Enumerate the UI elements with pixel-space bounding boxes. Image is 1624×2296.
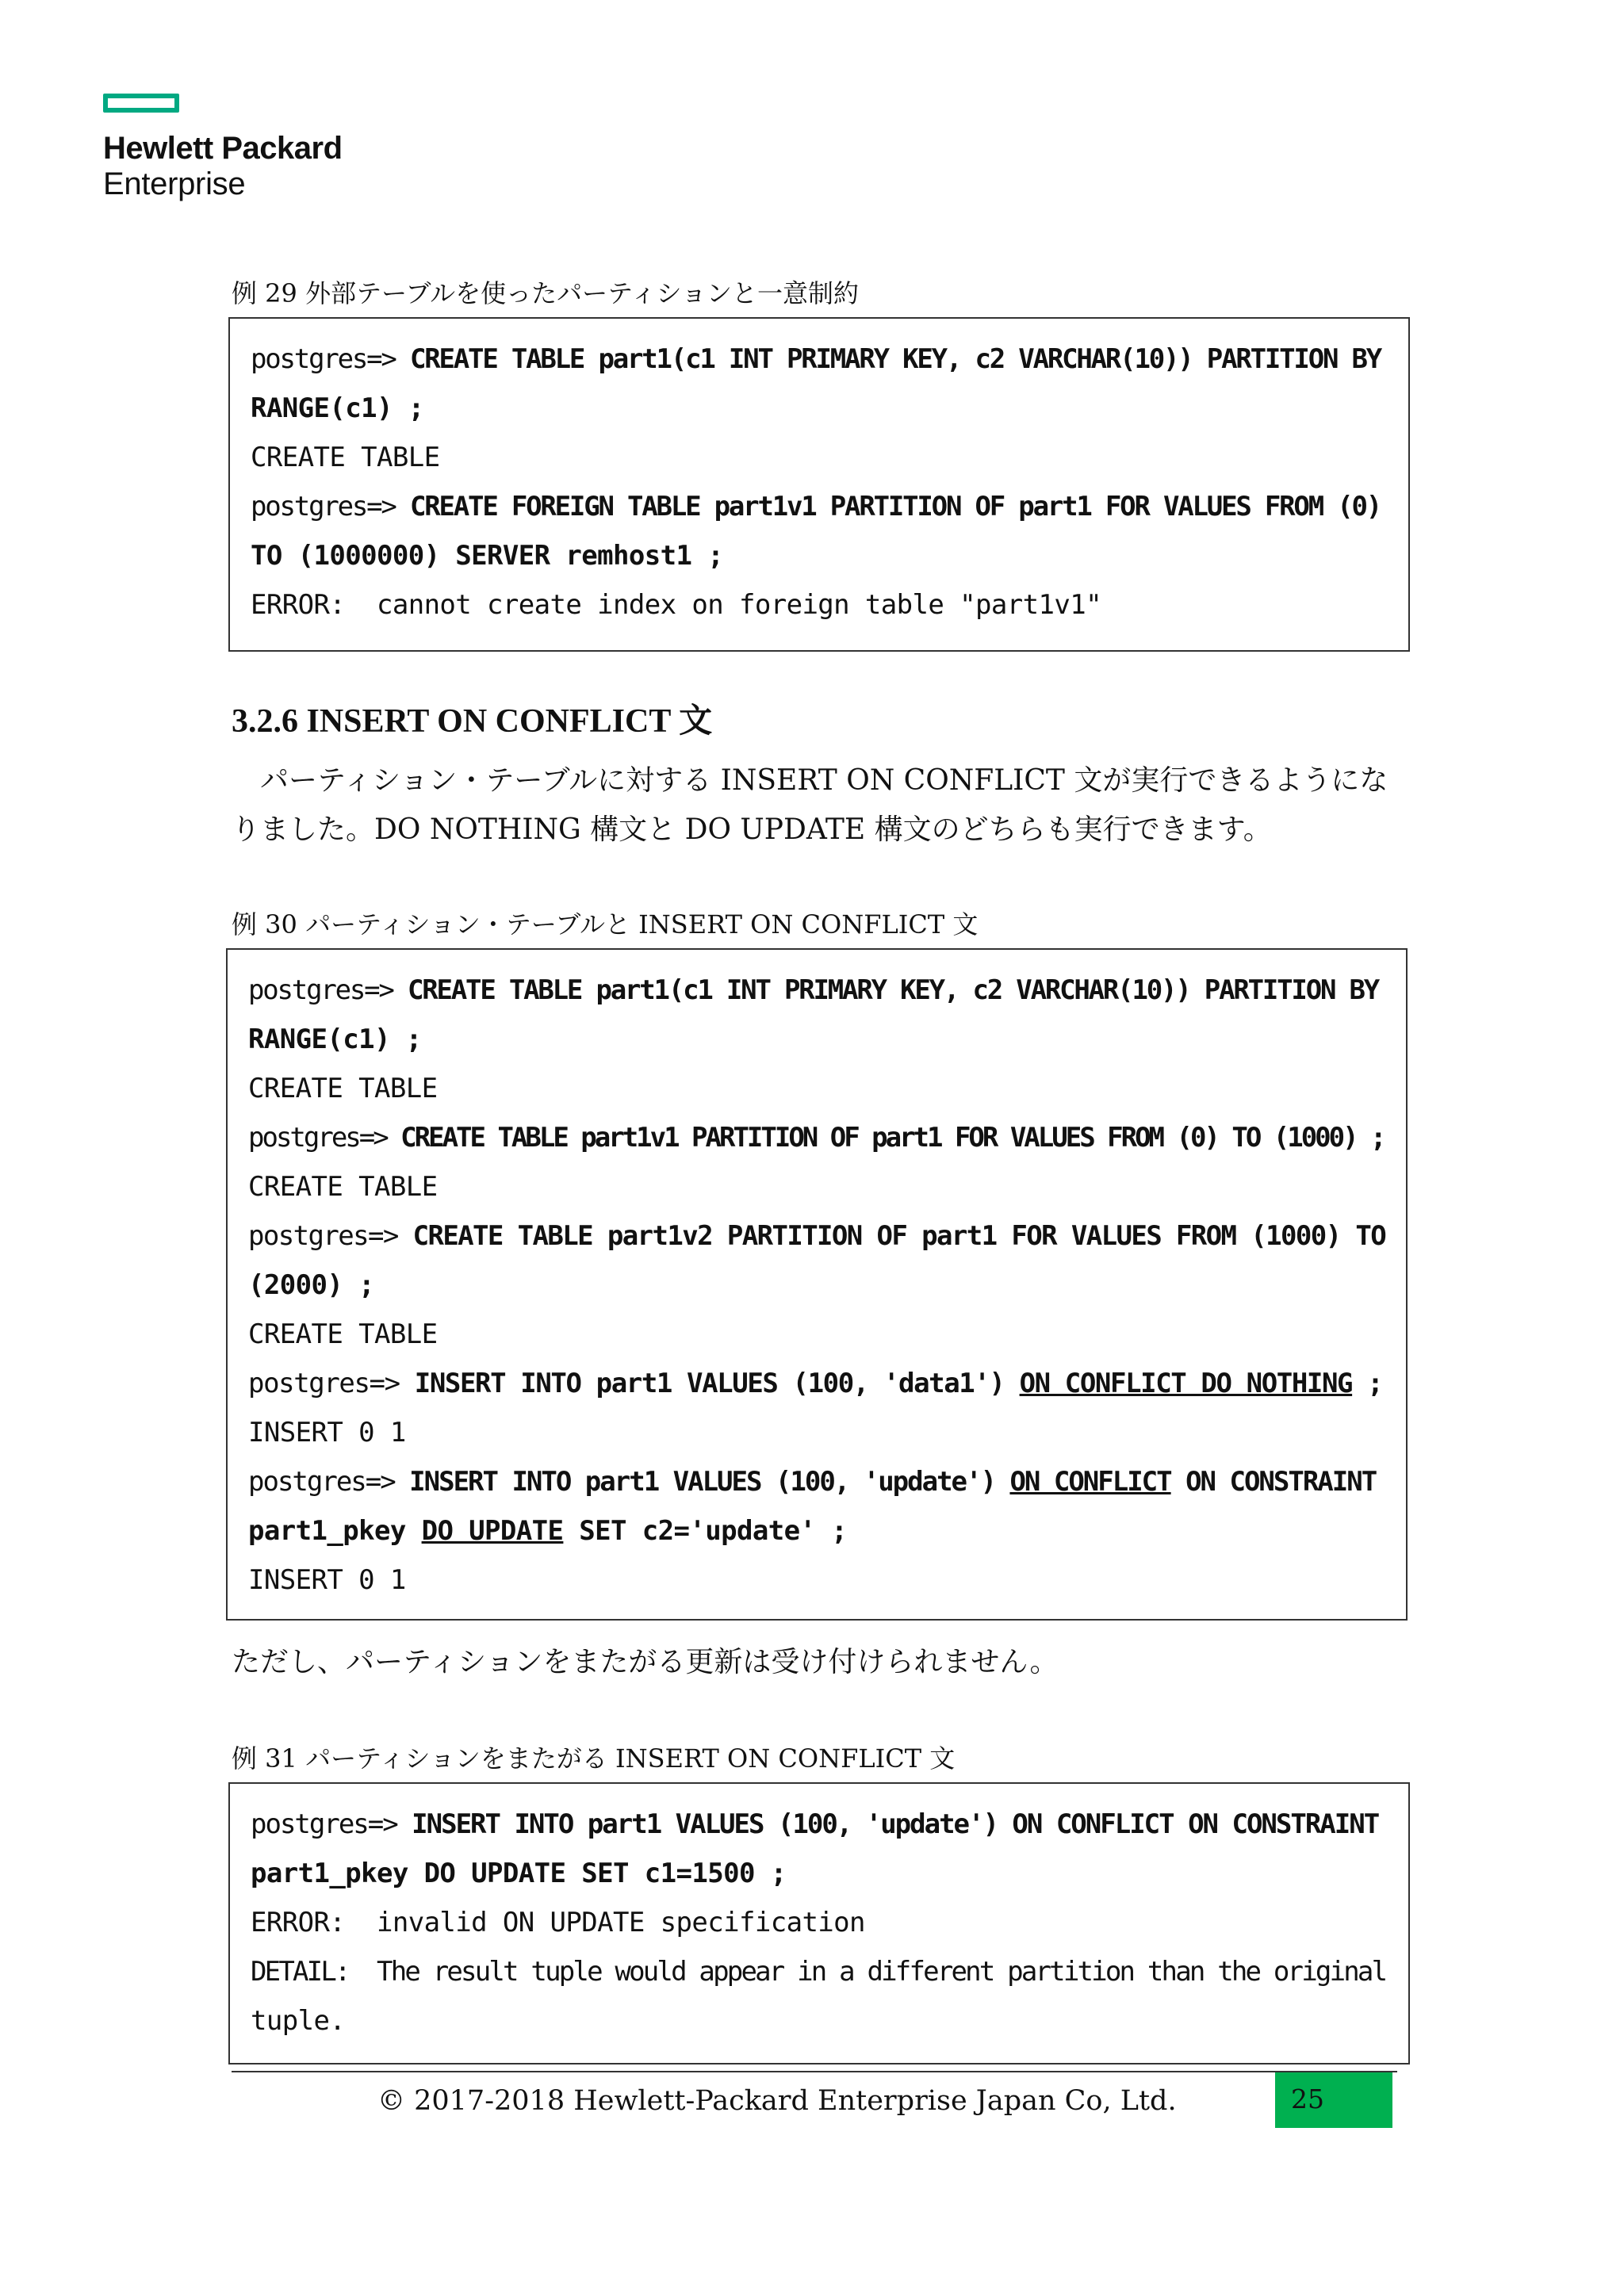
note-paragraph	[232, 1638, 1397, 1687]
code-segment: part1_pkey DO UPDATE SET c1=1500 ;	[251, 1858, 787, 1889]
code-segment: part1_pkey	[248, 1515, 422, 1547]
code-line	[248, 1211, 1385, 1261]
code-segment: INSERT INTO part1 VALUES (100, 'update') ON CONFLICT ON CONSTRAINT	[412, 1808, 1379, 1840]
code-segment: CREATE TABLE	[251, 442, 440, 473]
example-30-caption: 例 30 パーティション・テーブルと INSERT ON CONFLICT 文	[232, 909, 979, 939]
code-line	[248, 1506, 1385, 1556]
code-segment: (2000) ;	[248, 1269, 374, 1301]
code-line	[248, 1261, 1385, 1310]
example-29-code-block	[228, 317, 1410, 652]
paragraph-line: ただし、パーティションをまたがる更新は受け付けられません。	[232, 1646, 1059, 1678]
example-31-caption: 例 31 パーティションをまたがる INSERT ON CONFLICT 文	[232, 1743, 956, 1774]
company-logo	[103, 94, 343, 201]
code-line	[248, 1556, 1385, 1605]
code-segment: INSERT INTO part1 VALUES (100, 'update')	[409, 1466, 1010, 1498]
code-line	[248, 1113, 1385, 1162]
code-line	[251, 482, 1388, 531]
logo-mark-icon	[103, 94, 179, 113]
footer-divider	[232, 2071, 1397, 2072]
code-segment: postgres=>	[248, 1122, 401, 1154]
code-segment: CREATE TABLE part1v1 PARTITION OF part1 FOR VALUES FROM (0) TO (1000) ;	[400, 1122, 1385, 1154]
footer-copyright: © 2017-2018 Hewlett-Packard Enterprise Japan Co, Ltd.	[377, 2085, 1177, 2117]
code-segment: INSERT 0 1	[248, 1417, 406, 1448]
code-line	[248, 1408, 1385, 1457]
code-segment: RANGE(c1) ;	[251, 392, 424, 424]
code-segment: postgres=>	[248, 1368, 415, 1399]
code-line	[251, 1996, 1388, 2045]
page-number: 25	[1291, 2084, 1324, 2114]
code-line	[248, 1457, 1385, 1506]
code-segment: INSERT INTO part1 VALUES (100, 'data1')	[414, 1368, 1020, 1399]
code-segment: tuple.	[251, 2005, 346, 2037]
code-line	[251, 531, 1388, 580]
code-segment: ;	[1352, 1368, 1383, 1399]
code-segment: DO UPDATE	[421, 1515, 564, 1547]
code-line	[251, 433, 1388, 482]
code-segment: CREATE TABLE	[248, 1318, 438, 1350]
example-31-code-block	[228, 1782, 1410, 2064]
code-segment: RANGE(c1) ;	[248, 1024, 422, 1055]
section-heading: 3.2.6 INSERT ON CONFLICT 文	[232, 703, 713, 740]
code-line	[251, 335, 1388, 384]
code-segment: INSERT 0 1	[248, 1564, 406, 1596]
logo-text-line2: Enterprise	[103, 166, 246, 201]
code-line	[248, 1310, 1385, 1359]
code-line	[251, 1800, 1388, 1849]
code-segment: DETAIL: The result tuple would appear in a different partition than the original	[251, 1956, 1386, 1988]
code-segment: postgres=>	[248, 974, 408, 1006]
paragraph-line: パーティション・テーブルに対する INSERT ON CONFLICT 文が実行できるようにな	[232, 764, 1388, 797]
code-line	[251, 1947, 1388, 1996]
paragraph-line: りました。DO NOTHING 構文と DO UPDATE 構文のどちらも実行できます。	[232, 813, 1272, 846]
code-segment: CREATE TABLE part1(c1 INT PRIMARY KEY, c2 VARCHAR(10)) PARTITION BY	[407, 974, 1379, 1006]
code-line	[251, 580, 1388, 629]
code-line	[251, 1898, 1388, 1947]
code-line	[248, 1162, 1385, 1211]
code-line	[248, 1015, 1385, 1064]
code-segment: CREATE TABLE	[248, 1171, 438, 1203]
logo-text-line1: Hewlett Packard	[103, 131, 343, 166]
code-segment: CREATE TABLE	[248, 1073, 438, 1104]
code-segment: CREATE FOREIGN TABLE part1v1 PARTITION OF part1 FOR VALUES FROM (0)	[409, 491, 1381, 522]
code-segment: ON CONFLICT	[1009, 1466, 1171, 1498]
code-line	[251, 1849, 1388, 1898]
code-segment: CREATE TABLE part1(c1 INT PRIMARY KEY, c2 VARCHAR(10)) PARTITION BY	[409, 343, 1381, 375]
code-segment: ERROR: invalid ON UPDATE specification	[251, 1907, 865, 1938]
example-30-code-block	[226, 948, 1408, 1621]
code-segment: postgres=>	[248, 1466, 410, 1498]
code-line	[248, 966, 1385, 1015]
code-segment: SET c2='update' ;	[563, 1515, 848, 1547]
code-segment: postgres=>	[248, 1220, 413, 1252]
example-29-caption: 例 29 外部テーブルを使ったパーティションと一意制約	[232, 278, 859, 308]
code-segment: TO (1000000) SERVER remhost1 ;	[251, 540, 724, 572]
code-line	[251, 384, 1388, 433]
code-segment: ON CONSTRAINT	[1170, 1466, 1377, 1498]
code-segment: postgres=>	[251, 343, 410, 375]
code-line	[248, 1359, 1385, 1408]
code-segment: postgres=>	[251, 491, 410, 522]
code-segment: ERROR: cannot create index on foreign table "part1v1"	[251, 589, 1101, 621]
code-segment: ON CONFLICT DO NOTHING	[1019, 1368, 1353, 1399]
code-segment: postgres=>	[251, 1808, 412, 1840]
code-segment: CREATE TABLE part1v2 PARTITION OF part1 FOR VALUES FROM (1000) TO	[412, 1220, 1386, 1252]
code-line	[248, 1064, 1385, 1113]
page-number-badge	[1275, 2072, 1392, 2128]
section-paragraph	[232, 756, 1397, 855]
